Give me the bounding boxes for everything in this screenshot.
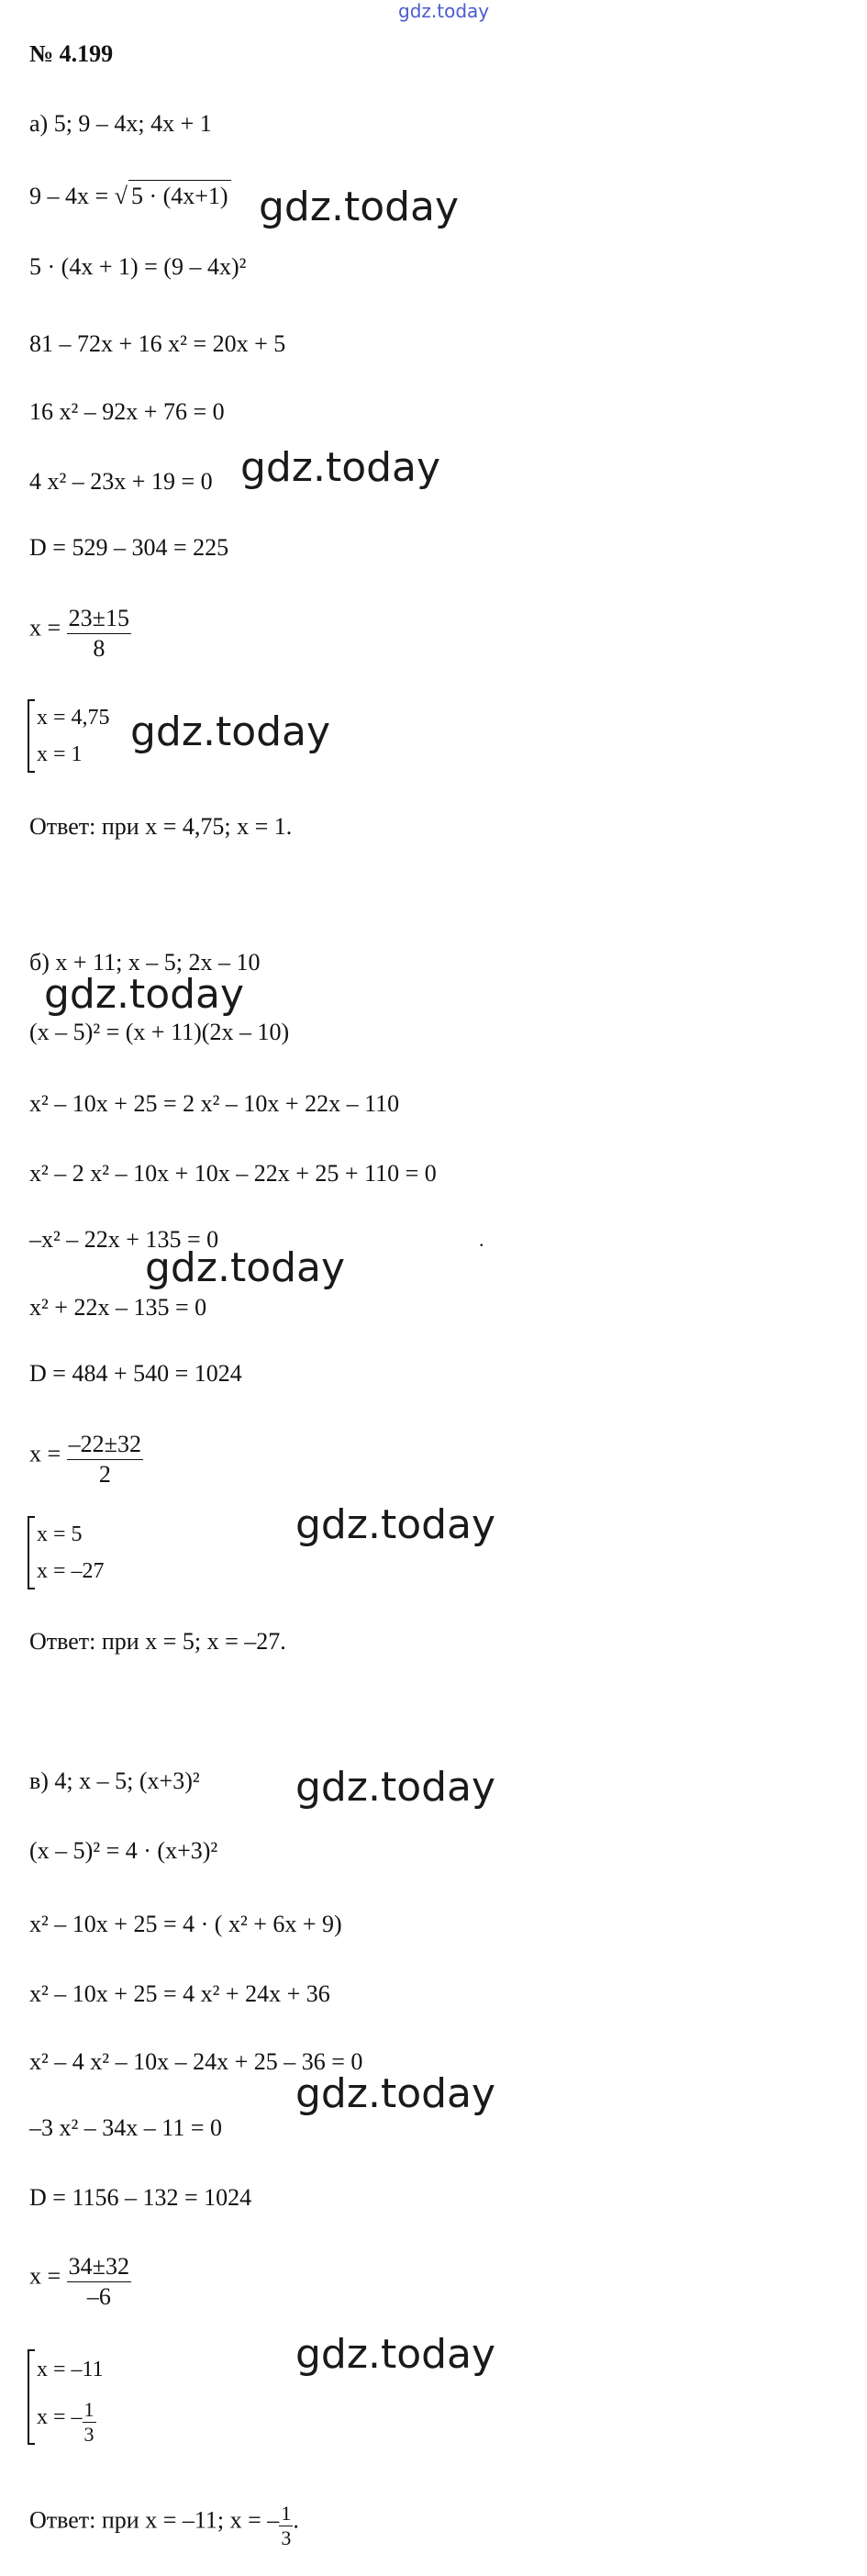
v-line-4: x² – 10x + 25 = 4 x² + 24x + 36 [29, 1980, 330, 2007]
v-fraction [67, 2252, 131, 2312]
stray-dot: . [479, 1228, 484, 1251]
b-fraction [67, 1430, 143, 1489]
v-x-formula [29, 2248, 131, 2308]
b-line-2: (x – 5)² = (x + 11)(2x – 10) [29, 1019, 290, 1045]
a-fraction-den: 8 [93, 635, 106, 662]
v-line-2: (x – 5)² = 4 · (x+3)² [29, 1837, 218, 1864]
v-x-label: x = [29, 2262, 61, 2290]
watermark: gdz.today [145, 1244, 346, 1291]
watermark: gdz.today [295, 2070, 496, 2117]
b-answer: Ответ: при x = 5; x = –27. [29, 1628, 286, 1655]
b-line-5: –x² – 22x + 135 = 0 [29, 1226, 219, 1253]
a-x-label: x = [29, 614, 61, 641]
b-roots-system [28, 1516, 105, 1589]
v-roots-system [28, 2349, 104, 2445]
v-line-6: –3 x² – 34x – 11 = 0 [29, 2114, 222, 2141]
b-line-4: x² – 2 x² – 10x + 10x – 22x + 25 + 110 = 0 [29, 1160, 437, 1187]
a-line-7: D = 529 – 304 = 225 [29, 534, 229, 561]
watermark: gdz.today [240, 444, 441, 491]
a-x-formula [29, 600, 131, 660]
watermark-top: gdz.today [398, 0, 490, 22]
v-root-2-pre: x = – [37, 2405, 83, 2429]
a-root-2: x = 1 [37, 742, 83, 766]
a-line-1: а) 5; 9 – 4x; 4x + 1 [29, 110, 212, 137]
v-answer [29, 2498, 299, 2547]
v-line-1: в) 4; x – 5; (x+3)² [29, 1768, 200, 1794]
v-line-3: x² – 10x + 25 = 4 · ( x² + 6x + 9) [29, 1911, 342, 1937]
a-line-6: 4 x² – 23x + 19 = 0 [29, 468, 213, 495]
a-line-2 [29, 180, 231, 212]
v-answer-post: . [293, 2506, 299, 2534]
v-fraction-den: –6 [86, 2283, 111, 2310]
watermark: gdz.today [295, 1764, 496, 1811]
b-line-3: x² – 10x + 25 = 2 x² – 10x + 22x – 110 [29, 1090, 400, 1117]
a-line-4: 81 – 72x + 16 x² = 20x + 5 [29, 330, 286, 357]
b-line-6: x² + 22x – 135 = 0 [29, 1294, 207, 1321]
a-root-1: x = 4,75 [37, 706, 110, 730]
watermark: gdz.today [295, 2331, 496, 2378]
b-x-formula [29, 1426, 143, 1486]
v-line-7: D = 1156 – 132 = 1024 [29, 2184, 252, 2211]
b-fraction-num: –22±32 [67, 1430, 143, 1460]
problem-title: № 4.199 [29, 40, 114, 67]
b-fraction-den: 2 [98, 1461, 111, 1488]
a-fraction [67, 604, 131, 664]
watermark: gdz.today [295, 1501, 496, 1548]
v-root-2-den: 3 [83, 2422, 94, 2446]
watermark: gdz.today [259, 184, 460, 230]
v-root-2-fraction [83, 2398, 96, 2447]
v-line-5: x² – 4 x² – 10x – 24x + 25 – 36 = 0 [29, 2048, 363, 2075]
a-line-5: 16 x² – 92x + 76 = 0 [29, 398, 225, 425]
watermark: gdz.today [44, 971, 245, 1018]
v-root-1: x = –11 [37, 2358, 104, 2381]
v-answer-fraction [279, 2502, 293, 2550]
b-x-label: x = [29, 1440, 61, 1467]
v-answer-num: 1 [281, 2502, 292, 2525]
v-answer-den: 3 [281, 2526, 292, 2549]
a-line-3: 5 · (4x + 1) = (9 – 4x)² [29, 253, 247, 280]
watermark: gdz.today [130, 708, 331, 755]
a-roots-system [28, 699, 110, 773]
a-fraction-num: 23±15 [67, 604, 131, 634]
v-root-2-num: 1 [83, 2397, 94, 2421]
a-line-2-radicand: 5 · (4x+1) [128, 180, 231, 212]
a-answer: Ответ: при x = 4,75; x = 1. [29, 813, 293, 840]
v-fraction-num: 34±32 [67, 2252, 131, 2282]
b-line-7: D = 484 + 540 = 1024 [29, 1360, 242, 1387]
a-line-2-pre: 9 – 4x = √ [29, 183, 128, 209]
b-root-1: x = 5 [37, 1522, 83, 1546]
v-answer-pre: Ответ: при x = –11; x = – [29, 2506, 280, 2534]
b-root-2: x = –27 [37, 1559, 105, 1583]
v-root-2 [37, 2390, 104, 2445]
b-line-1: б) x + 11; x – 5; 2x – 10 [29, 949, 261, 976]
